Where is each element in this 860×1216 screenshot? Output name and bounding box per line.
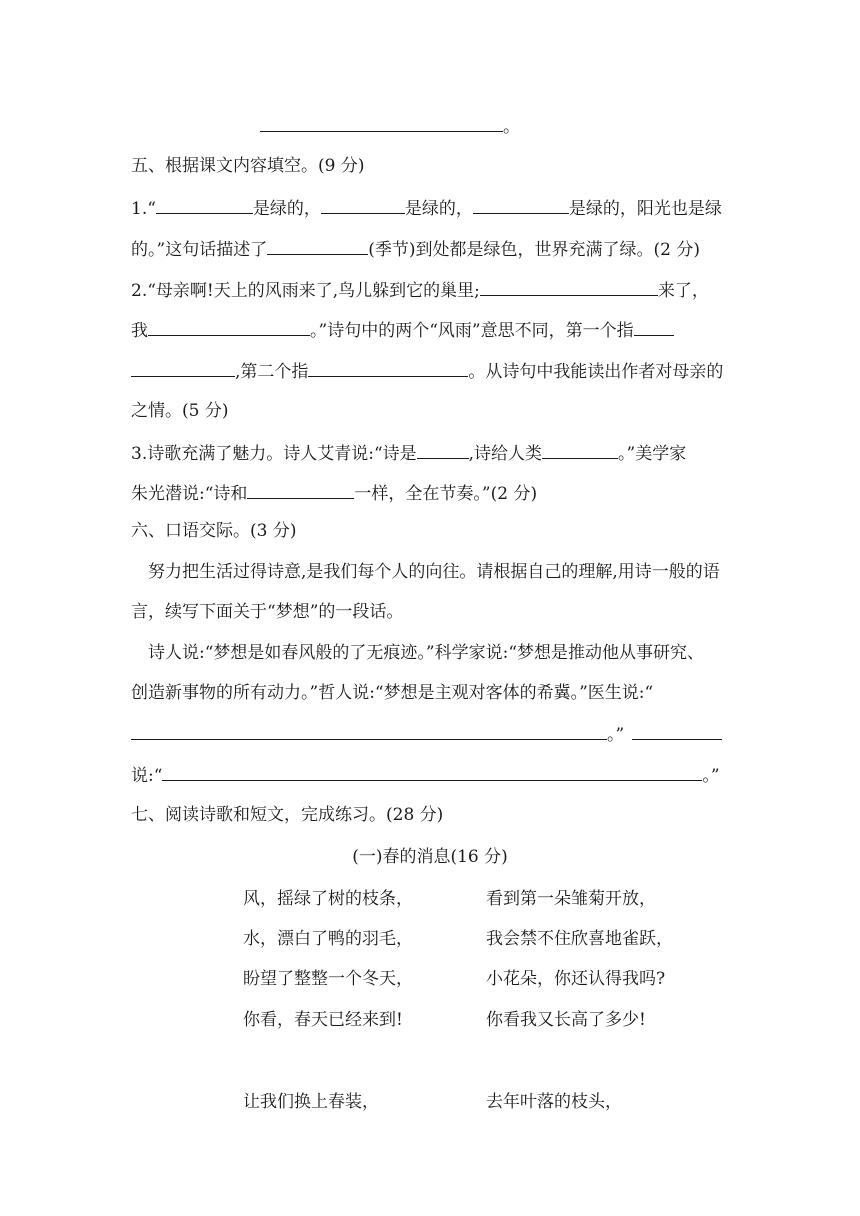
q1-line-1: 1.“ 是绿的， 是绿的， 是绿的，阳光也是绿 <box>131 196 722 220</box>
poem-right-line-3: 小花朵，你还认得我吗? <box>486 969 666 989</box>
fill-blank[interactable] <box>632 722 722 740</box>
fill-blank[interactable] <box>473 196 569 214</box>
q2-line-2: 我 。”诗句中的两个“风雨”意思不同，第一个指 <box>131 318 674 342</box>
fill-blank[interactable] <box>480 278 658 296</box>
fill-blank[interactable] <box>634 318 674 336</box>
fill-blank[interactable] <box>162 763 702 781</box>
poem-left-line-2: 水，漂白了鸭的羽毛， <box>243 929 413 949</box>
q3-line-2: 朱光潜说:“诗和 一样，全在节奏。”(2 分) <box>131 481 537 505</box>
q1-line-2: 的。”这句话描述了 (季节)到处都是绿色，世界充满了绿。(2 分) <box>131 237 700 261</box>
section-6-heading: 六、口语交际。(3 分) <box>131 521 297 541</box>
s6-answer-line-2: 说:“ 。” <box>131 763 720 787</box>
poem-left-line-3: 盼望了整整一个冬天， <box>243 969 413 989</box>
poem-right-line-4: 你看我又长高了多少! <box>486 1010 646 1030</box>
poem-left-line-5: 让我们换上春装， <box>243 1092 379 1112</box>
poem-right-line-1: 看到第一朵雏菊开放， <box>486 889 656 909</box>
poem-right-line-5: 去年叶落的枝头， <box>486 1092 622 1112</box>
poem-left-line-1: 风，摇绿了树的枝条， <box>243 889 413 909</box>
fill-blank[interactable] <box>267 237 368 255</box>
q2-line-1: 2.“母亲啊!天上的风雨来了,鸟儿躲到它的巢里; 来了， <box>131 278 709 302</box>
fill-blank[interactable] <box>131 722 607 740</box>
q2-line-3: ,第二个指 。从诗句中我能读出作者对母亲的 <box>131 359 723 383</box>
passage-title: (一)春的消息(16 分) <box>352 847 508 867</box>
poem-left-line-4: 你看，春天已经来到! <box>243 1010 403 1030</box>
section-5-heading: 五、根据课文内容填空。(9 分) <box>131 156 365 176</box>
q3-line-1: 3.诗歌充满了魅力。诗人艾青说:“诗是 ,诗给人类 。”美学家 <box>131 441 686 465</box>
s6-paragraph-1-line-1: 努力把生活过得诗意,是我们每个人的向往。请根据自己的理解,用诗一般的语 <box>148 562 720 582</box>
fill-blank[interactable] <box>156 196 253 214</box>
fill-blank[interactable] <box>417 441 469 459</box>
fill-blank[interactable] <box>148 318 310 336</box>
s6-paragraph-1-line-2: 言，续写下面关于“梦想”的一段话。 <box>131 602 404 622</box>
fill-blank[interactable] <box>542 441 618 459</box>
q2-line-4: 之情。(5 分) <box>131 401 229 421</box>
s6-answer-line-1: 。” <box>131 722 722 746</box>
poem-right-line-2: 我会禁不住欣喜地雀跃， <box>486 929 673 949</box>
section-7-heading: 七、阅读诗歌和短文，完成练习。(28 分) <box>131 805 444 825</box>
s6-paragraph-2-line-2: 创造新事物的所有动力。”哲人说:“梦想是主观对客体的希冀。”医生说:“ <box>131 683 654 703</box>
fill-blank[interactable] <box>260 114 503 132</box>
fill-blank[interactable] <box>131 359 235 377</box>
fill-blank[interactable] <box>308 359 468 377</box>
s6-paragraph-2-line-1: 诗人说:“梦想是如春风般的了无痕迹。”科学家说:“梦想是推动他从事研究、 <box>148 643 705 663</box>
fill-blank[interactable] <box>247 481 354 499</box>
answer-line-continuation: 。 <box>260 114 520 138</box>
fill-blank[interactable] <box>321 196 405 214</box>
